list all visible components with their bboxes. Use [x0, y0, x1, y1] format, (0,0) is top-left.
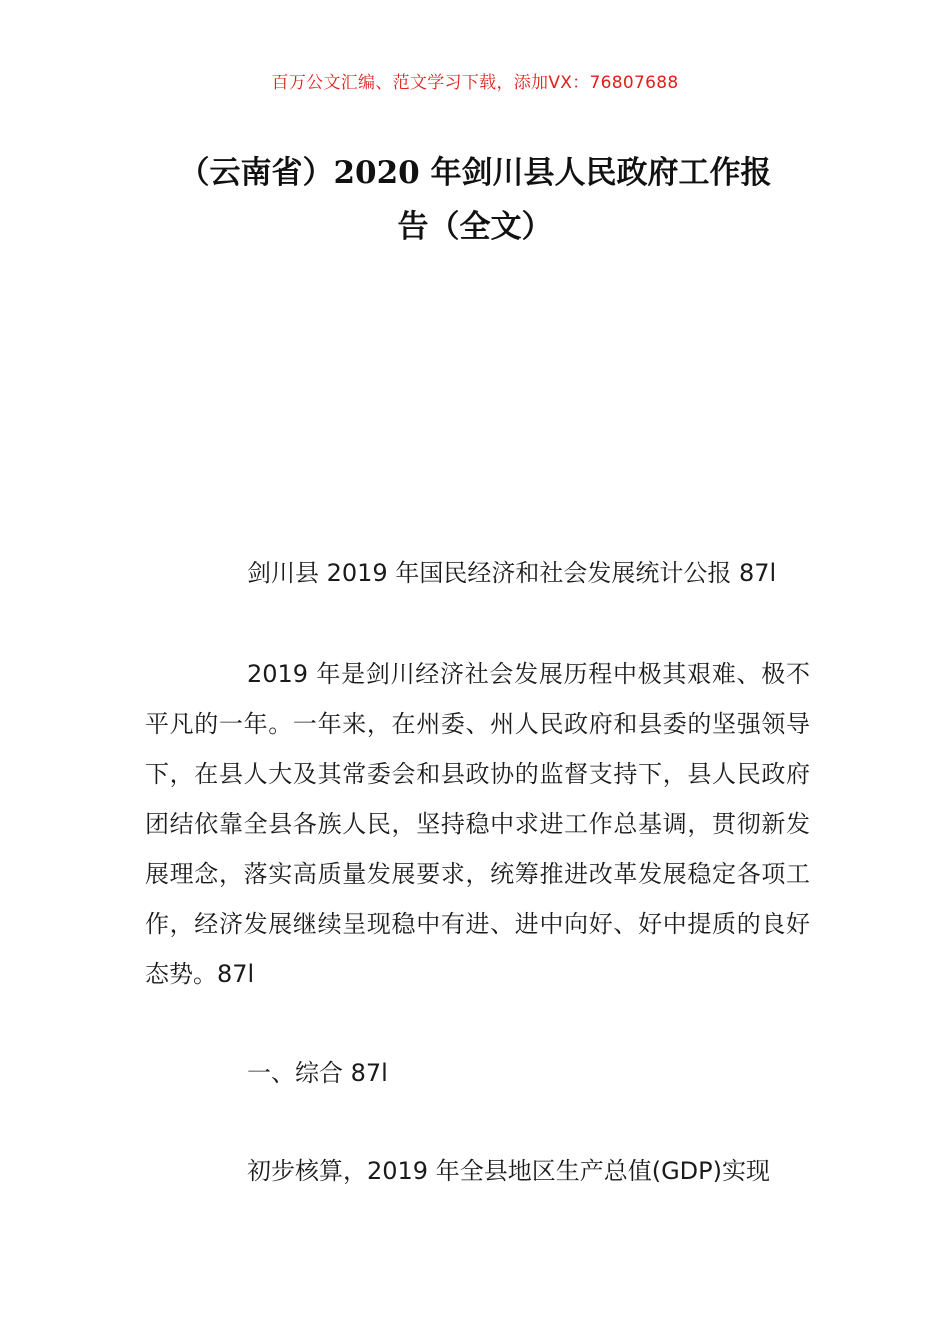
title-line-1: （云南省）2020 年剑川县人民政府工作报	[178, 155, 772, 191]
gdp-paragraph: 初步核算，2019 年全县地区生产总值(GDP)实现	[247, 1157, 770, 1185]
stats-heading-paragraph: 剑川县 2019 年国民经济和社会发展统计公报 87l	[247, 559, 777, 587]
document-title	[120, 146, 830, 254]
section-heading-paragraph: 一、综合 87l	[247, 1059, 388, 1087]
title-line-2: 告（全文）	[397, 209, 553, 245]
stats-heading-block	[145, 548, 810, 598]
section-heading-block	[145, 1048, 810, 1098]
header-watermark-note: 百万公文汇编、范文学习下载，添加VX：76807688	[271, 73, 679, 93]
intro-block	[145, 649, 810, 999]
gdp-block	[145, 1146, 810, 1196]
intro-paragraph: 2019 年是剑川经济社会发展历程中极其艰难、极不平凡的一年。一年来，在州委、州人民政府和县委的坚强领导下，在县人大及其常委会和县政协的监督支持下，县人民政府团结依靠全县各族人民，坚持稳中求进工作总基调，贯彻新发展理念，落实高质量发展要求，统筹推进改革发展稳定各项工作，经济发展继续呈现稳中有进、进中向好、好中提质的良好态势。87l	[145, 660, 810, 988]
